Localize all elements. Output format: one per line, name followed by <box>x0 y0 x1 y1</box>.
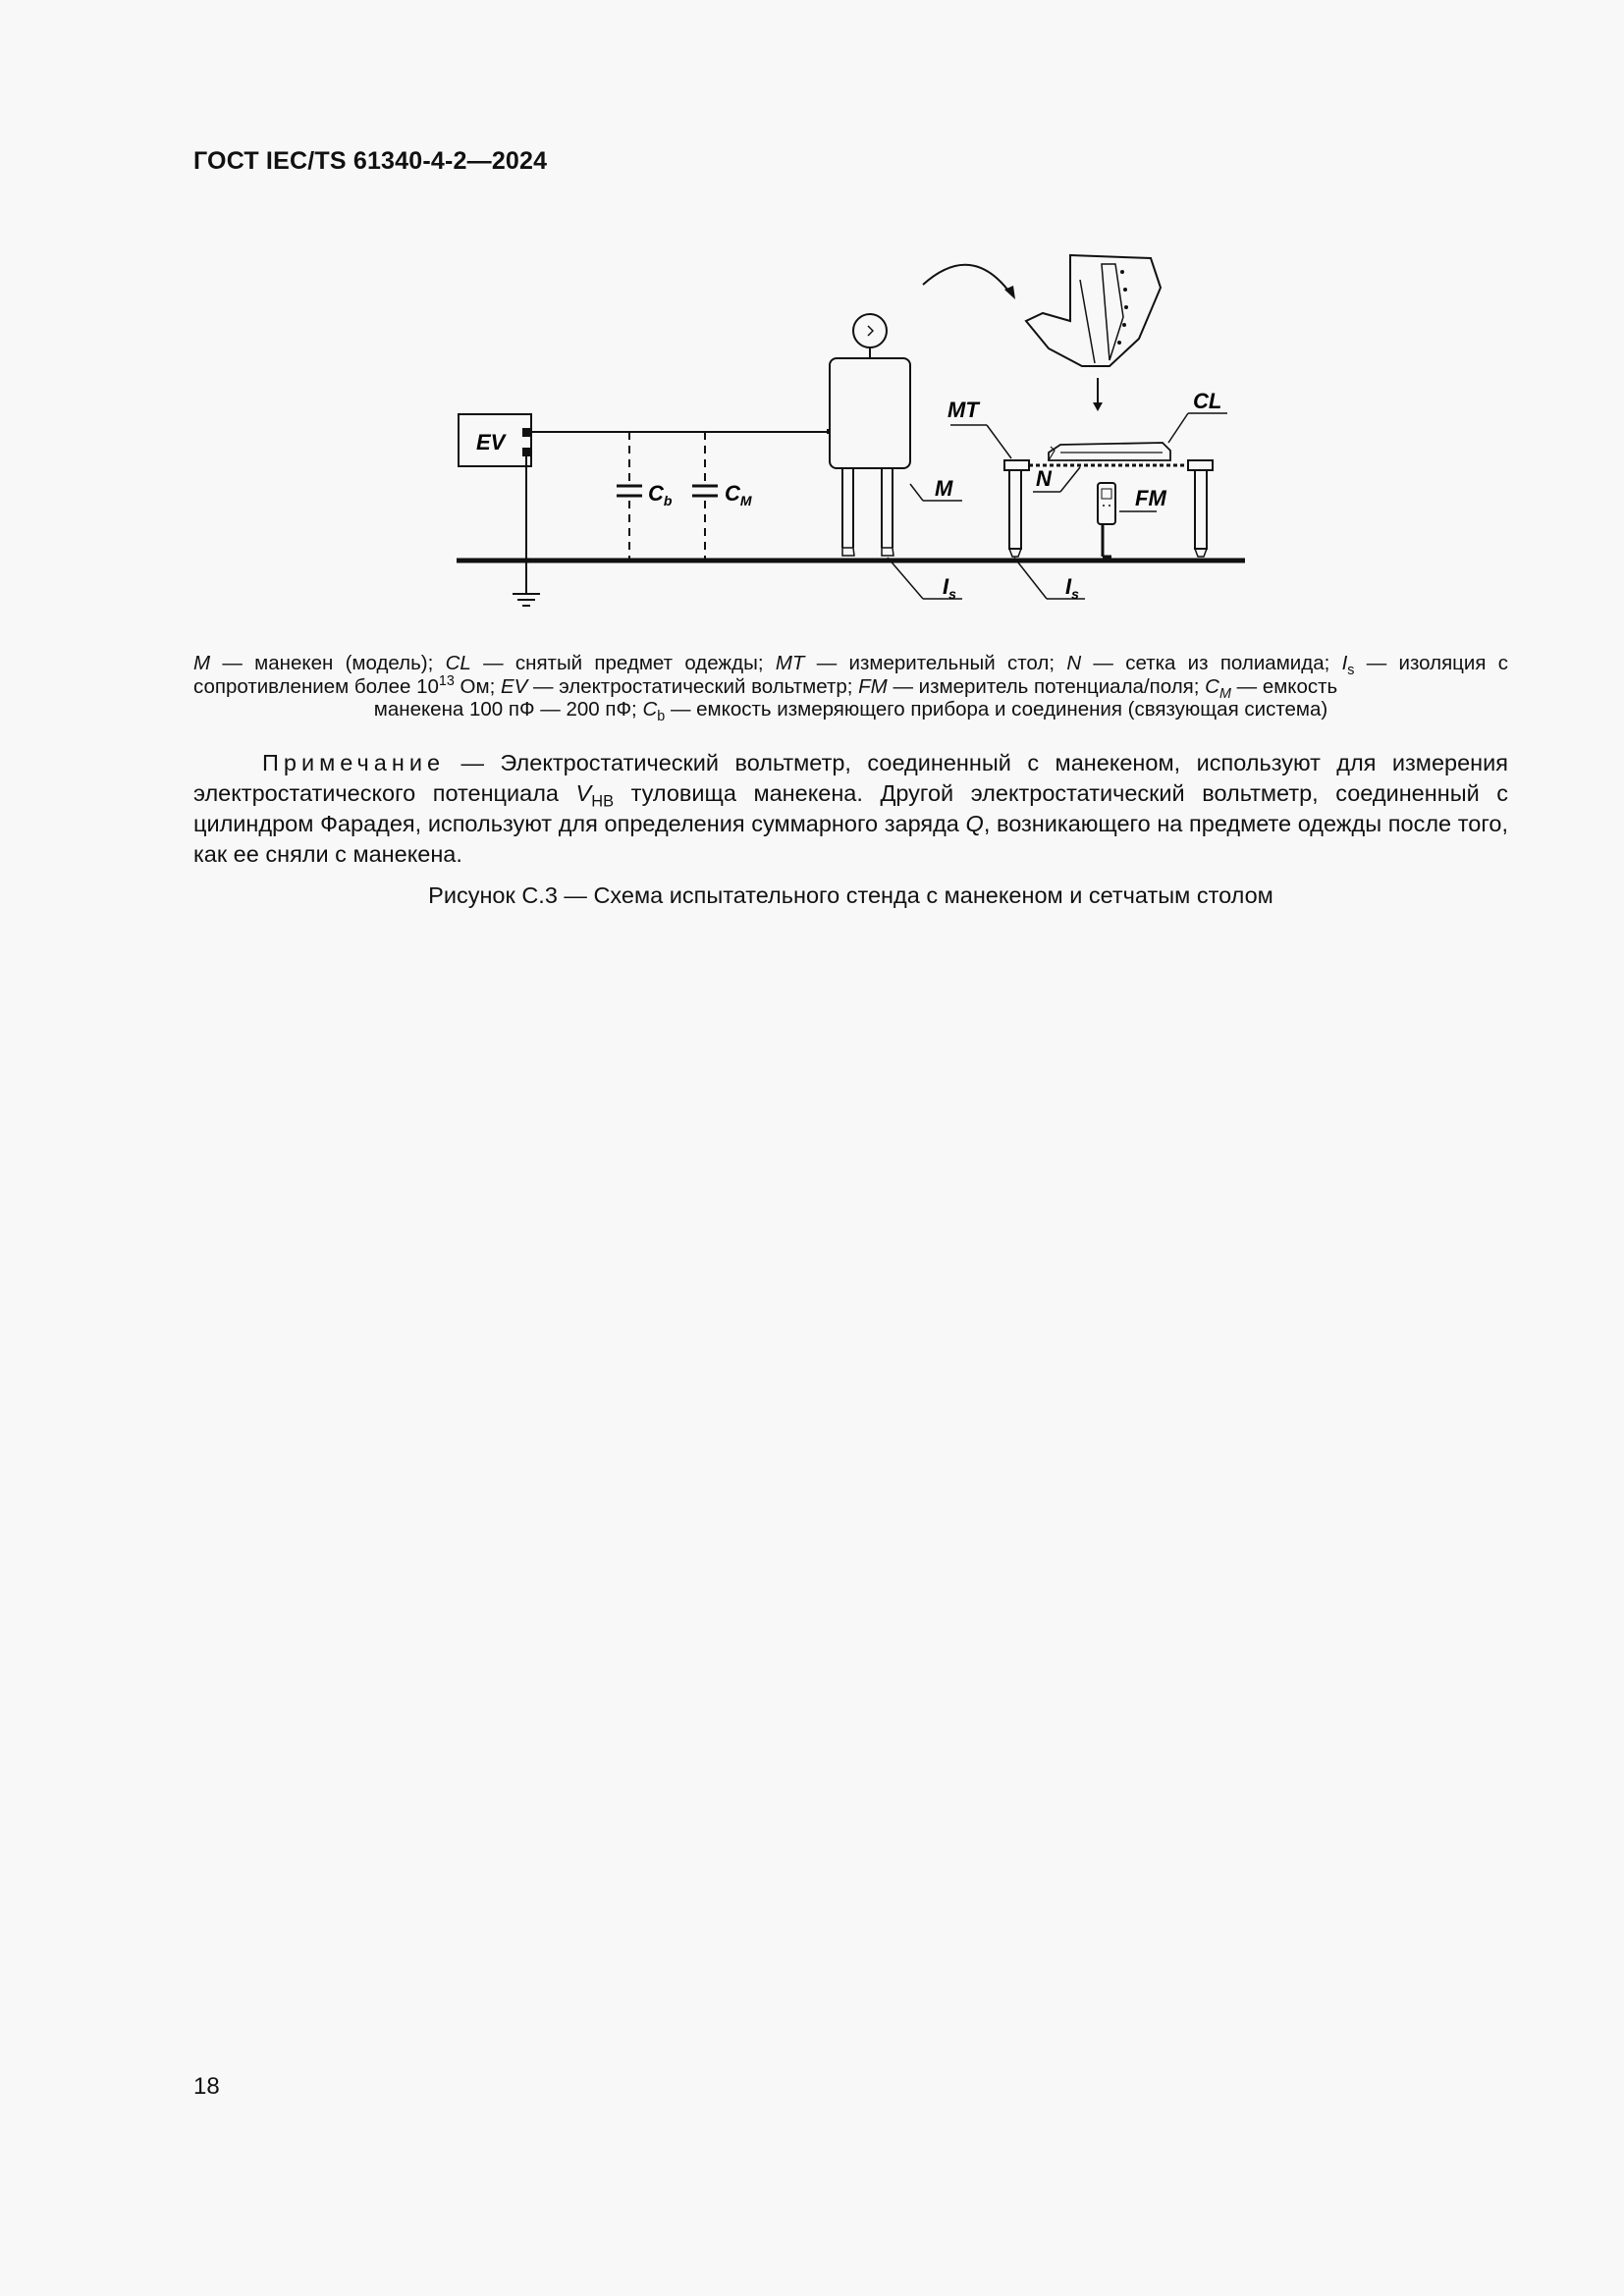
ev-label: EV <box>476 430 506 454</box>
is-label-1: $I_s$ <box>943 574 956 602</box>
test-stand-diagram <box>432 250 1276 623</box>
page-number: 18 <box>193 2073 220 2100</box>
note-label: Примечание <box>262 750 446 775</box>
fm-label: FM <box>1135 486 1166 510</box>
legend-line-2: манекена 100 пФ — 200 пФ; $C_b$ — емкость измеряющего прибора и соединения (связующая система) <box>373 698 1328 725</box>
m-label: M <box>935 476 953 501</box>
n-label: N <box>1036 466 1052 491</box>
document-header: ГОСТ IEC/TS 61340-4-2—2024 <box>193 147 548 175</box>
is-label-2: $I_s$ <box>1065 574 1079 602</box>
rotate-arrow-icon <box>923 265 1011 294</box>
figure-note: Примечание — Электростатический вольтметр, соединенный с манекеном, используют для измерения электростатического потенциала $V_{HB}$ туловища манекена. Другой электростатический вольтметр, соединенный с цилиндром Фарадея, используют для определения суммарного заряда Q, возникающего на предмете одежды после того, как ее сняли с манекена. <box>193 750 1509 867</box>
cl-label: CL <box>1193 389 1222 413</box>
cb-label: $C_b$ <box>648 481 673 508</box>
mannequin-icon <box>827 314 910 556</box>
clothing-garment-icon <box>1026 255 1161 366</box>
measuring-table-icon <box>1004 443 1213 557</box>
cm-label: $C_M$ <box>725 481 752 508</box>
mt-label: MT <box>947 398 979 422</box>
figure-caption: Рисунок С.3 — Схема испытательного стенда с манекеном и сетчатым столом <box>428 882 1273 908</box>
legend-line-1: M — манекен (модель); CL — снятый предмет одежды; MT — измерительный стол; N — сетка из полиамида; $I_s$ — изоляция с сопротивлением более $10^{13}$ Ом; EV — электростатический вольтметр; FM — измеритель потенциала/поля; $C_M$ — емкость <box>193 652 1509 702</box>
field-meter-icon <box>1098 483 1115 557</box>
figure-legend <box>193 652 1509 725</box>
